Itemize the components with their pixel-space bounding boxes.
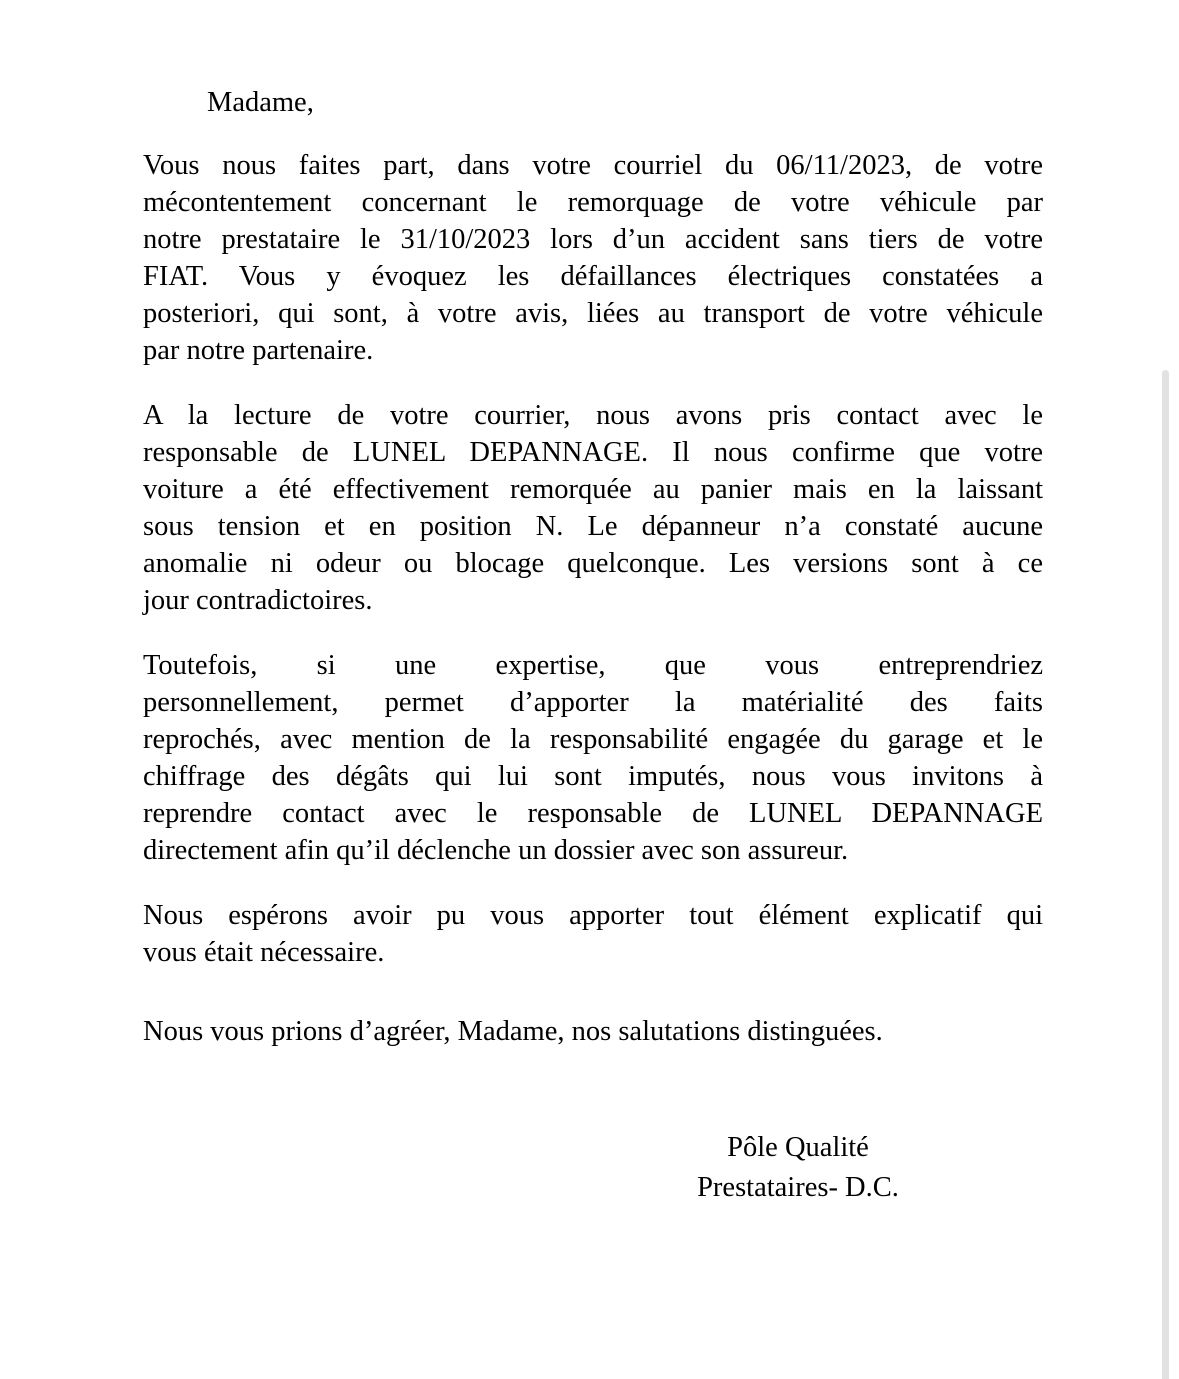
paragraph-investigation	[143, 397, 1043, 619]
letter-line: responsable de LUNEL DEPANNAGE. Il nous confirme que votre	[143, 437, 1043, 468]
letter-line: chiffrage des dégâts qui lui sont imputés, nous vous invitons à	[143, 761, 1043, 792]
letter-line: posteriori, qui sont, à votre avis, liées au transport de votre véhicule	[143, 298, 1043, 329]
closing-line: Nous vous prions d’agréer, Madame, nos salutations distinguées.	[143, 1016, 883, 1047]
letter-line: personnellement, permet d’apporter la matérialité des faits	[143, 687, 1043, 718]
paragraph-expertise	[143, 647, 1043, 869]
salutation: Madame,	[207, 87, 314, 118]
letter-line: voiture a été effectivement remorquée au panier mais en la laissant	[143, 474, 1043, 505]
signature-block	[593, 1128, 1003, 1208]
letter-body	[143, 84, 1043, 1208]
letter-line: vous était nécessaire.	[143, 937, 385, 968]
letter-line: anomalie ni odeur ou blocage quelconque. Les versions sont à ce	[143, 548, 1043, 579]
paragraph-hope	[143, 897, 1043, 971]
letter-line: par notre partenaire.	[143, 335, 374, 366]
letter-line: FIAT. Vous y évoquez les défaillances électriques constatées a	[143, 261, 1043, 292]
letter-line: jour contradictoires.	[143, 585, 373, 616]
letter-line: sous tension et en position N. Le dépanneur n’a constaté aucune	[143, 511, 1043, 542]
letter-line: A la lecture de votre courrier, nous avons pris contact avec le	[143, 400, 1043, 431]
letter-line: notre prestataire le 31/10/2023 lors d’un accident sans tiers de votre	[143, 224, 1043, 255]
letter-line: Vous nous faites part, dans votre courriel du 06/11/2023, de votre	[143, 150, 1043, 181]
letter-line: reprendre contact avec le responsable de LUNEL DEPANNAGE	[143, 798, 1043, 829]
letter-line: reprochés, avec mention de la responsabilité engagée du garage et le	[143, 724, 1043, 755]
scrollbar-thumb[interactable]	[1162, 370, 1169, 1379]
letter-line: Toutefois, si une expertise, que vous entreprendriez	[143, 650, 1043, 681]
letter-line: mécontentement concernant le remorquage de votre véhicule par	[143, 187, 1043, 218]
letter-line: Nous espérons avoir pu vous apporter tout élément explicatif qui	[143, 900, 1043, 931]
signature-role: Pôle Qualité	[727, 1132, 869, 1163]
paragraph-intro	[143, 147, 1043, 369]
signature-department: Prestataires- D.C.	[697, 1172, 899, 1203]
letter-line: directement afin qu’il déclenche un dossier avec son assureur.	[143, 835, 849, 866]
